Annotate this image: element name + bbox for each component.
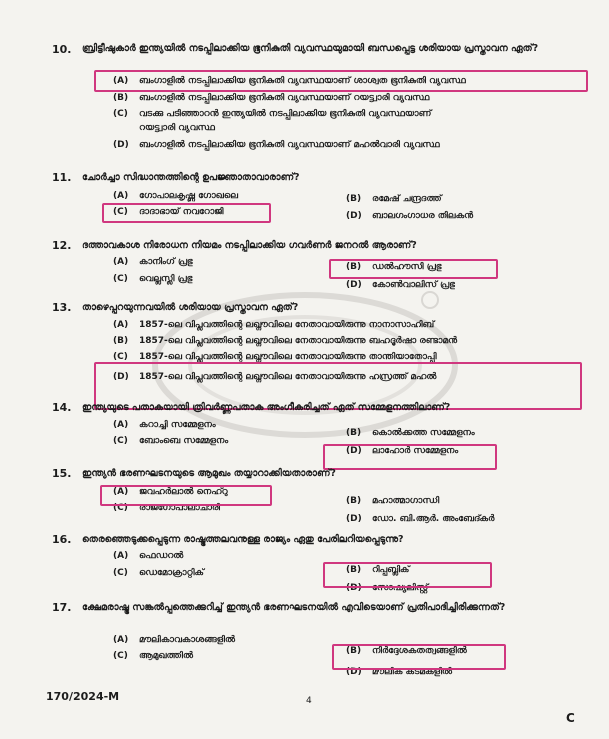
option-d[interactable]: (D) ബംഗാളിൽ നടപ്പിലാക്കിയ ഭൂനികുതി വ്യവസ്ഥയാണ് മഹൽവാരി വ്യവസ്ഥ bbox=[113, 140, 440, 150]
option-b[interactable]: (B) രമേഷ് ചന്ദ്രദത്ത് bbox=[346, 194, 442, 204]
option-a[interactable]: (A) 1857-ലെ വിപ്ലവത്തിന്റെ ലഖ്നൗവിലെ നേതാവായിരുന്നു നാനാസാഹിബ് bbox=[113, 320, 435, 330]
option-c[interactable]: (C) വെല്ലസ്ലി പ്രഭു bbox=[113, 274, 193, 284]
option-a[interactable]: (A) മൗലികാവകാശങ്ങളിൽ bbox=[113, 635, 236, 645]
question-text: ഇന്ത്യയുടെ പതാകയായി ത്രിവർണ്ണപതാക അംഗീകരിച്ചത് ഏത് സമ്മേളനത്തിലാണ്? bbox=[82, 402, 451, 413]
option-b[interactable]: (B) മഹാത്മാഗാന്ധി bbox=[346, 496, 440, 506]
option-c[interactable]: (C) ആമുഖത്തിൽ bbox=[113, 651, 193, 661]
page-number: 4 bbox=[306, 696, 312, 706]
question-text: താഴെപ്പറയുന്നവയിൽ ശരിയായ പ്രസ്താവന ഏത്? bbox=[82, 302, 299, 313]
option-d[interactable]: (D) കോൺവാലിസ് പ്രഭു bbox=[346, 280, 455, 290]
question-number: 13. bbox=[52, 301, 72, 314]
option-b[interactable]: (B) നിർദ്ദേശകതത്വങ്ങളിൽ bbox=[346, 646, 467, 656]
answer-highlight bbox=[323, 562, 492, 588]
option-b[interactable]: (B) ബംഗാളിൽ നടപ്പിലാക്കിയ ഭൂനികുതി വ്യവസ്ഥയാണ് റയട്ട്വാരി വ്യവസ്ഥ bbox=[113, 93, 430, 103]
option-a[interactable]: (A) ജവഹർലാൽ നെഹ്റു bbox=[113, 487, 228, 497]
option-b[interactable]: (B) കൊൽക്കത്ത സമ്മേളനം bbox=[346, 428, 475, 438]
answer-highlight bbox=[100, 485, 272, 506]
question-number: 17. bbox=[52, 601, 72, 614]
option-b[interactable]: (B) റിപ്പബ്ലിക് bbox=[346, 565, 410, 575]
paper-code: 170/2024-M bbox=[46, 690, 120, 703]
option-a[interactable]: (A) ഫെഡറൽ bbox=[113, 551, 184, 561]
question-number: 12. bbox=[52, 239, 72, 252]
option-b[interactable]: (B) 1857-ലെ വിപ്ലവത്തിന്റെ ലഖ്നൗവിലെ നേതാവായിരുന്നു ബഹദൂർഷാ രണ്ടാമൻ bbox=[113, 336, 458, 346]
option-c[interactable]: (C) ദാദാഭായ് നവറോജി bbox=[113, 207, 224, 217]
question-text: ബ്രിട്ടീഷുകാർ ഇന്ത്യയിൽ നടപ്പിലാക്കിയ ഭൂനികുതി വ്യവസ്ഥയുമായി ബന്ധപ്പെട്ട ശരിയായ പ്രസ്താവന ഏത്? bbox=[82, 43, 539, 54]
question-number: 14. bbox=[52, 401, 72, 414]
option-a[interactable]: (A) കറാച്ചി സമ്മേളനം bbox=[113, 420, 216, 430]
option-d[interactable]: (D) മൗലിക കടമകളിൽ bbox=[346, 667, 453, 677]
question-number: 16. bbox=[52, 533, 72, 546]
answer-highlight bbox=[102, 203, 271, 223]
question-text: ഇന്ത്യൻ ഭരണഘടനയുടെ ആമുഖം തയ്യാറാക്കിയതാരാണ്? bbox=[82, 468, 336, 479]
question-number: 11. bbox=[52, 171, 72, 184]
answer-highlight bbox=[329, 259, 498, 279]
option-b[interactable]: (B) ഡൽഹൗസി പ്രഭു bbox=[346, 262, 442, 272]
option-c[interactable]: (C) വടക്കു പടിഞ്ഞാറൻ ഇന്ത്യയിൽ നടപ്പിലാക്കിയ ഭൂനികുതി വ്യവസ്ഥയാണ് bbox=[113, 109, 432, 119]
option-c[interactable]: (C) ബോംബെ സമ്മേളനം bbox=[113, 436, 229, 446]
question-number: 10. bbox=[52, 43, 72, 56]
option-a[interactable]: (A) ഗോപാലകൃഷ്ണ ഗോഖലെ bbox=[113, 191, 238, 201]
option-d[interactable]: (D) 1857-ലെ വിപ്ലവത്തിന്റെ ലഖ്നൗവിലെ നേതാവായിരുന്നു ഹസ്രത്ത് മഹൽ bbox=[113, 372, 437, 382]
option-a[interactable]: (A) ബംഗാളിൽ നടപ്പിലാക്കിയ ഭൂനികുതി വ്യവസ്ഥയാണ് ശാശ്വത ഭൂനികുതി വ്യവസ്ഥ bbox=[113, 76, 466, 86]
question-text: ദത്താവകാശ നിരോധന നിയമം നടപ്പിലാക്കിയ ഗവർണർ ജനറൽ ആരാണ്? bbox=[82, 240, 417, 251]
answer-highlight bbox=[332, 644, 506, 670]
option-c-continued: റയട്ട്വാരി വ്യവസ്ഥ bbox=[139, 123, 215, 133]
question-text: ക്ഷേമരാഷ്ട്ര സങ്കൽപ്പത്തെക്കുറിച്ച് ഇന്ത്യൻ ഭരണഘടനയിൽ എവിടെയാണ് പ്രതിപാദിച്ചിരിക്കുന്നത്? bbox=[82, 602, 506, 613]
option-d[interactable]: (D) ഡോ. ബി.ആർ. അംബേദ്കർ bbox=[346, 514, 495, 524]
option-c[interactable]: (C) രാജഗോപാലാചാരി bbox=[113, 503, 221, 513]
question-text: ചോർച്ചാ സിദ്ധാന്തത്തിന്റെ ഉപജ്ഞാതാവാരാണ്? bbox=[82, 172, 300, 183]
option-a[interactable]: (A) കാനിംഗ് പ്രഭു bbox=[113, 257, 193, 267]
option-c[interactable]: (C) 1857-ലെ വിപ്ലവത്തിന്റെ ലഖ്നൗവിലെ നേതാവായിരുന്നു താന്തിയാതോപ്പി bbox=[113, 352, 437, 362]
question-number: 15. bbox=[52, 467, 72, 480]
option-d[interactable]: (D) ലാഹോർ സമ്മേളനം bbox=[346, 446, 459, 456]
option-d[interactable]: (D) ബാലഗംഗാധര തിലകൻ bbox=[346, 211, 474, 221]
question-text: തെരഞ്ഞെടുക്കപ്പെടുന്ന രാഷ്ട്രത്തലവനുള്ള രാജ്യം ഏതു പേരിലറിയപ്പെടുന്നു? bbox=[82, 534, 404, 545]
option-c[interactable]: (C) ഡെമോക്രാറ്റിക് bbox=[113, 568, 204, 578]
answer-highlight bbox=[94, 70, 588, 92]
option-d[interactable]: (D) സോഷ്യലിസ്റ്റ് bbox=[346, 583, 429, 593]
series-code: C bbox=[566, 711, 575, 725]
